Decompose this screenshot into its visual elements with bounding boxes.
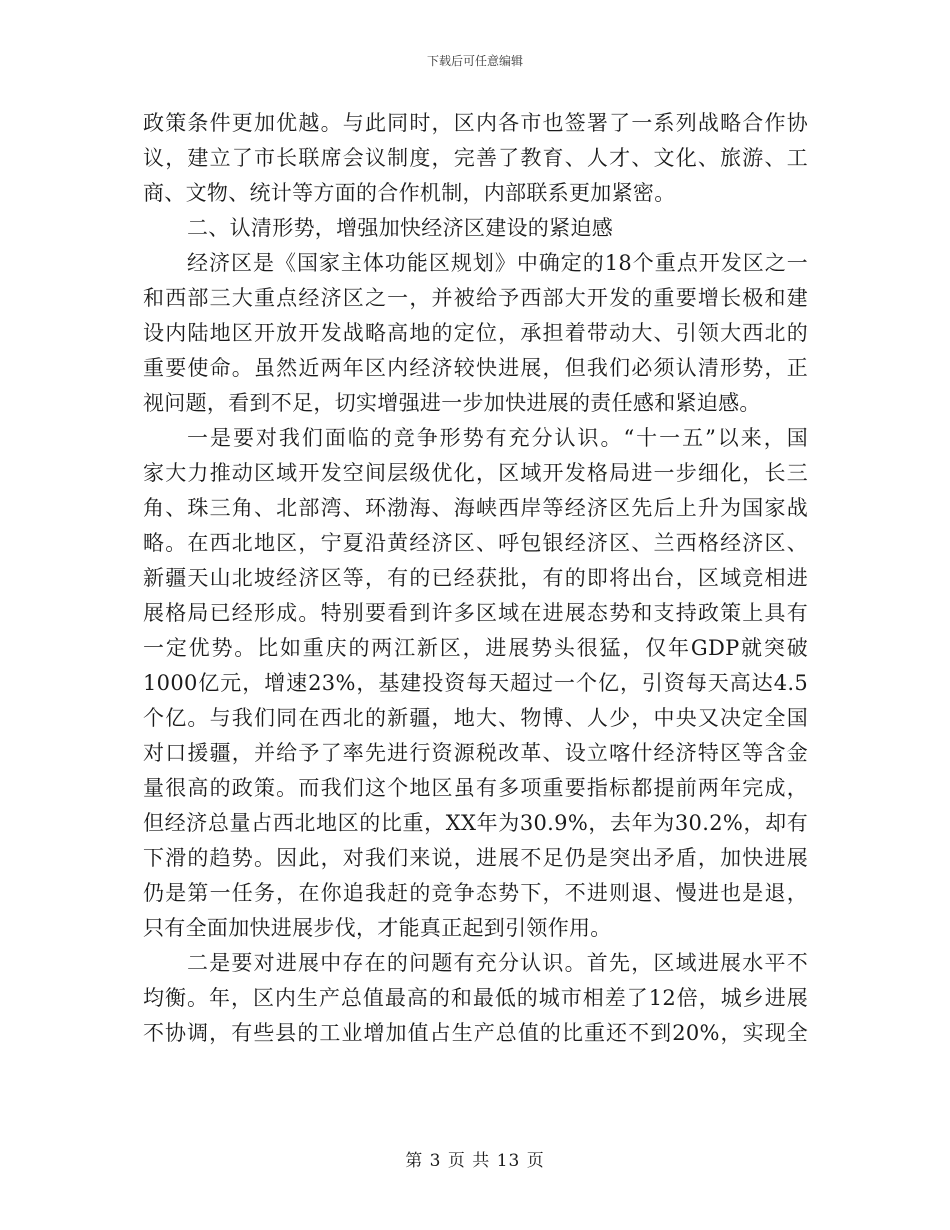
body-line: 展格局已经形成。特别要看到许多区域在进展态势和支持政策上具有 <box>143 601 808 625</box>
body-line: 新疆天山北坡经济区等，有的已经获批，有的即将出台，区域竞相进 <box>143 566 808 590</box>
body-line: 下滑的趋势。因此，对我们来说，进展不足仍是突出矛盾，加快进展 <box>143 846 808 870</box>
body-line: 不协调，有些县的工业增加值占生产总值的比重还不到20%，实现全 <box>143 1021 808 1045</box>
body-line: 只有全面加快进展步伐，才能真正起到引领作用。 <box>143 916 612 940</box>
body-line: 仍是第一任务，在你追我赶的竞争态势下，不进则退、慢进也是退， <box>143 881 808 905</box>
body-line: 视问题，看到不足，切实增强进一步加快进展的责任感和紧迫感。 <box>143 391 761 415</box>
body-line: 二是要对进展中存在的问题有充分认识。首先，区域进展水平不 <box>187 951 808 975</box>
body-line: 量很高的政策。而我们这个地区虽有多项重要指标都提前两年完成， <box>143 776 808 800</box>
body-line: 经济区是《国家主体功能区规划》中确定的18个重点开发区之一 <box>187 251 808 275</box>
body-line: 一定优势。比如重庆的两江新区，进展势头很猛，仅年GDP就突破 <box>143 636 808 660</box>
body-line: 商、文物、统计等方面的合作机制，内部联系更加紧密。 <box>143 181 676 205</box>
body-line: 议，建立了市长联席会议制度，完善了教育、人才、文化、旅游、工 <box>143 146 808 170</box>
body-line: 角、珠三角、北部湾、环渤海、海峡西岸等经济区先后上升为国家战 <box>143 496 808 520</box>
body-line: 对口援疆，并给予了率先进行资源税改革、设立喀什经济特区等含金 <box>143 741 808 765</box>
body-line: 个亿。与我们同在西北的新疆，地大、物博、人少，中央又决定全国 <box>143 706 808 730</box>
page-number-footer: 第 3 页 共 13 页 <box>405 1151 545 1171</box>
document-body <box>143 106 808 1051</box>
body-line: 但经济总量占西北地区的比重，XX年为30.9%，去年为30.2%，却有 <box>143 811 808 835</box>
body-line: 略。在西北地区，宁夏沿黄经济区、呼包银经济区、兰西格经济区、 <box>143 531 808 555</box>
body-line: 一是要对我们面临的竞争形势有充分认识。“十一五”以来，国 <box>187 426 808 450</box>
section-heading: 二、认清形势，增强加快经济区建设的紧迫感 <box>187 216 613 240</box>
page-header: 下载后可任意编辑 <box>426 54 523 68</box>
body-line: 重要使命。虽然近两年区内经济较快进展，但我们必须认清形势，正 <box>143 356 808 380</box>
body-line: 家大力推动区域开发空间层级优化，区域开发格局进一步细化，长三 <box>143 461 808 485</box>
body-line: 均衡。年，区内生产总值最高的和最低的城市相差了12倍，城乡进展 <box>143 986 808 1010</box>
body-line: 政策条件更加优越。与此同时，区内各市也签署了一系列战略合作协 <box>143 111 808 135</box>
body-line: 设内陆地区开放开发战略高地的定位，承担着带动大、引领大西北的 <box>143 321 808 345</box>
body-line: 和西部三大重点经济区之一，并被给予西部大开发的重要增长极和建 <box>143 286 808 310</box>
body-line: 1000亿元，增速23%，基建投资每天超过一个亿，引资每天高达4.5 <box>143 671 808 695</box>
